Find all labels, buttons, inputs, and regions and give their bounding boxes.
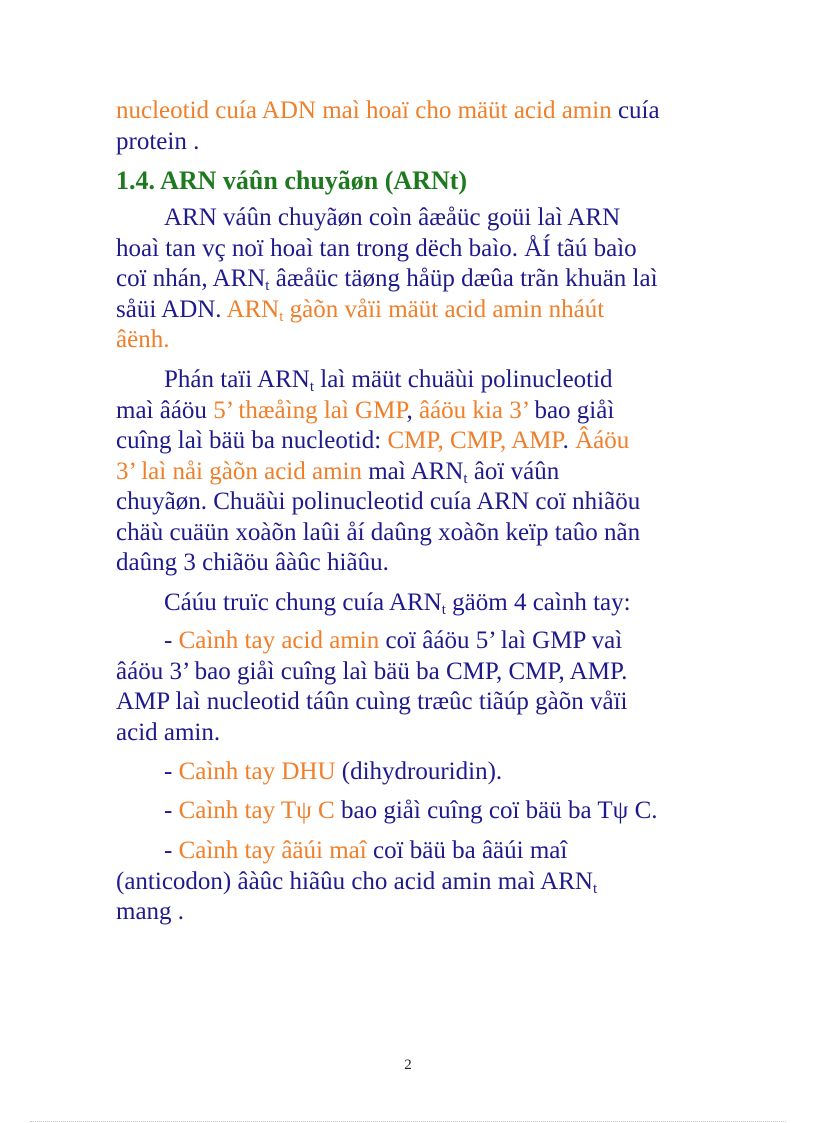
text-line: såüi ADN. $ARN_t$ gàõn våïi mäüt acid amin nháút <box>116 295 605 325</box>
paragraph-5 <box>116 757 726 788</box>
text-line: - Caình tay âäúi maî coï bäü ba âäúi maî <box>164 837 568 864</box>
text-line: coï nhán, $ARN_t$ âæåüc täøng håüp dæûa trãn khuän laì <box>116 265 658 294</box>
text-line: mang . <box>116 898 185 925</box>
page-bottom-divider <box>30 1121 786 1122</box>
paragraph-3 <box>116 588 726 619</box>
text-line: chuyãøn. Chuäùi polinucleotid cuía ARN coï nhiãöu <box>116 488 641 515</box>
text-line: - Caình tay acid amin coï âáöu 5’ laì GMP vaì <box>164 627 623 654</box>
paragraph-2 <box>116 365 726 579</box>
text-line: maì âáöu 5’ thæåìng laì GMP, âáöu kia 3’ bao giåì <box>116 396 615 424</box>
text-line: protein . <box>116 127 200 155</box>
text-line: ARN váûn chuyãøn coìn âæåüc goüi laì ARN <box>164 204 621 231</box>
highlight-text: $ARN_t$ gàõn våïi mäüt acid amin nháút <box>226 295 605 325</box>
paragraph-4 <box>116 626 726 748</box>
text-line: chäù cuäün xoàõn laûi åí daûng xoàõn keïp taûo nãn <box>116 518 641 546</box>
highlight-text: nucleotid cuía ADN maì hoaï cho mäüt acid amin <box>116 97 612 124</box>
highlight-text: Caình tay Tψ C <box>178 797 335 824</box>
highlight-text: Caình tay DHU <box>178 758 336 785</box>
text-line: hoaì tan vç noï hoaì tan trong dëch baìo. ÅÍ tãú baìo <box>116 234 637 262</box>
highlight-text: Caình tay âäúi maî <box>178 837 367 864</box>
text-line: Cáúu truïc chung cuía $ARN_t$ gäöm 4 caình tay: <box>164 589 631 618</box>
highlight-text: âáöu kia 3’ <box>418 396 529 424</box>
highlight-text: 3’ laì nåi gàõn acid amin <box>116 457 362 485</box>
paragraph-1 <box>116 203 726 356</box>
paragraph-continuation <box>116 96 726 157</box>
page-number: 2 <box>404 1057 412 1073</box>
text-line: acid amin. <box>116 718 221 746</box>
highlight-text: Caình tay acid amin <box>178 627 380 654</box>
section-heading: 1.4. ARN váûn chuyãøn (ARNt) <box>116 166 468 195</box>
highlight-text: Âáöu <box>575 427 630 454</box>
text-line: - Caình tay Tψ C bao giåì cuîng coï bäü ba Tψ C. <box>164 797 658 824</box>
highlight-text: 5’ thæåìng laì GMP <box>213 396 407 424</box>
text-line: 3’ laì nåi gàõn acid amin maì $ARN_t$ âoï váûn <box>116 457 560 487</box>
text-line: daûng 3 chiãöu âàûc hiãûu. <box>116 549 389 576</box>
text-line: âáöu 3’ bao giåì cuîng laì bäü ba CMP, CMP, AMP. <box>116 657 628 685</box>
text-line: Phán taïi $ARN_t$ laì mäüt chuäùi polinucleotid <box>164 366 613 395</box>
text-line: (anticodon) âàûc hiãûu cho acid amin maì $ARN_t$ <box>116 867 598 897</box>
highlight-text: CMP, CMP, AMP <box>387 427 563 454</box>
text-line: cuîng laì bäü ba nucleotid: CMP, CMP, AMP. Âáöu <box>116 427 630 454</box>
text-line: - Caình tay DHU (dihydrouridin). <box>164 758 503 785</box>
text: cuía <box>611 97 660 124</box>
paragraph-7 <box>116 836 726 928</box>
text-line: AMP laì nucleotid táûn cuìng træûc tiãúp gàõn våïi <box>116 688 628 715</box>
highlight-text: âënh. <box>116 326 170 353</box>
paragraph-6 <box>116 796 726 827</box>
